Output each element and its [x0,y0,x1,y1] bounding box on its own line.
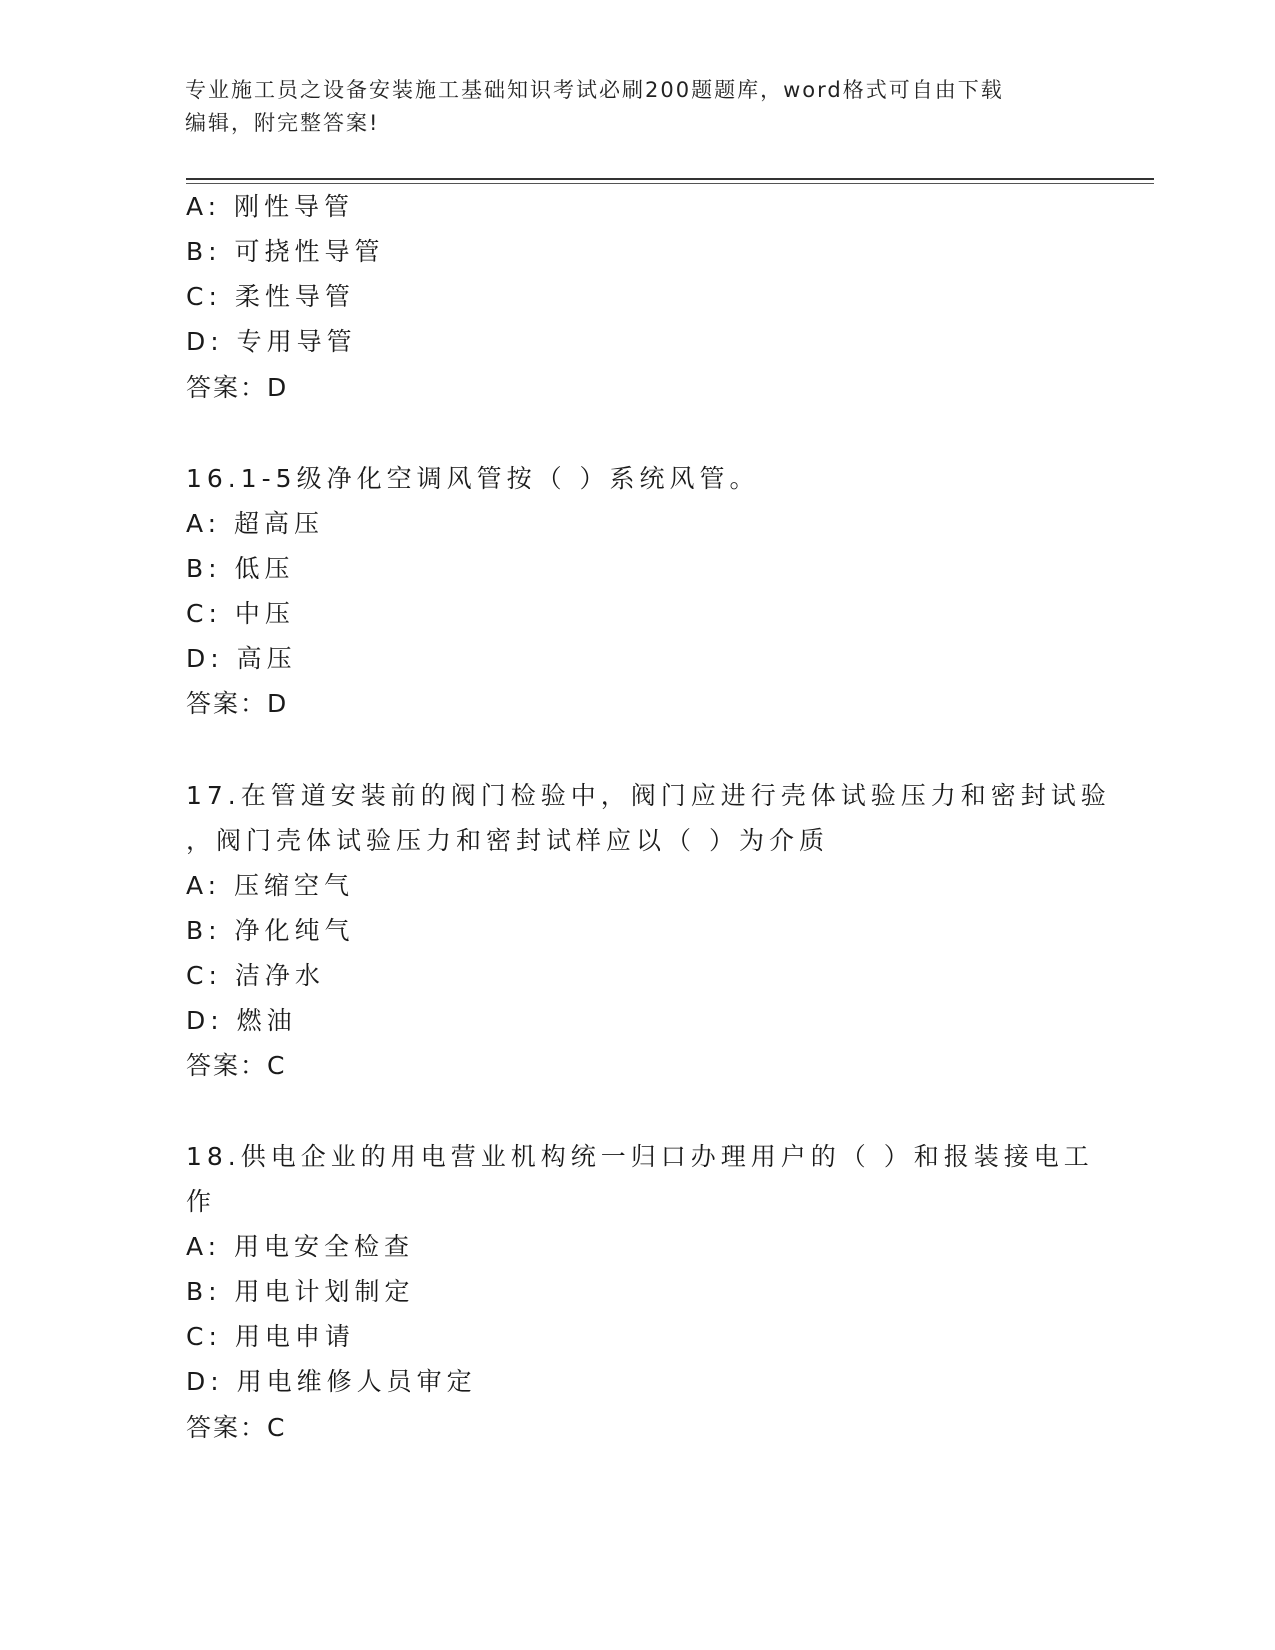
q16-option-a: A: 超高压 [186,509,325,538]
q17-answer: 答案：C [186,1051,287,1080]
q18-option-d: D: 用电维修人员审定 [186,1367,477,1396]
q17-stem-line-2: ，阀门壳体试验压力和密封试样应以（ ）为介质 [186,826,829,855]
header-line-1: 专业施工员之设备安装施工基础知识考试必刷200题题库，word格式可自由下载 [185,78,1004,102]
q16-stem: 16.1-5级净化空调风管按（ ）系统风管。 [186,464,760,493]
q18-option-c: C: 用电申请 [186,1322,355,1351]
q17-option-a: A: 压缩空气 [186,871,355,900]
header-divider-thick [186,178,1154,180]
q16-option-b: B: 低压 [186,554,295,583]
q15-answer: 答案：D [186,373,289,402]
header-divider-thin [186,183,1154,184]
q17-option-b: B: 净化纯气 [186,916,355,945]
q18-option-b: B: 用电计划制定 [186,1277,415,1306]
q17-stem-line-1: 17.在管道安装前的阀门检验中，阀门应进行壳体试验压力和密封试验 [186,781,1111,810]
q15-option-c: C: 柔性导管 [186,282,355,311]
q15-option-d: D: 专用导管 [186,327,357,356]
q18-stem-line-2: 作 [186,1187,217,1216]
q17-option-d: D: 燃油 [186,1006,297,1035]
q18-stem-line-1: 18.供电企业的用电营业机构统一归口办理用户的（ ）和报装接电工 [186,1142,1094,1171]
q16-answer: 答案：D [186,689,289,718]
document-header [185,74,1065,140]
q16-option-d: D: 高压 [186,644,297,673]
q18-option-a: A: 用电安全检查 [186,1232,415,1261]
q15-option-a: A: 刚性导管 [186,192,355,221]
header-line-2: 编辑，附完整答案! [185,111,380,135]
q18-answer: 答案：C [186,1413,287,1442]
q15-option-b: B: 可挠性导管 [186,237,385,266]
q16-option-c: C: 中压 [186,599,295,628]
q17-option-c: C: 洁净水 [186,961,325,990]
